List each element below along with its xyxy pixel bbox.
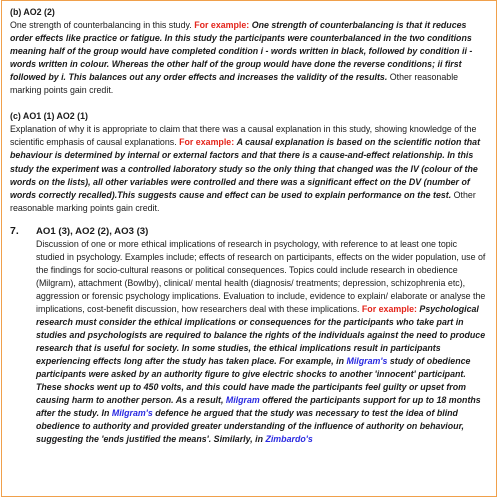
section-b-outro: Other reasonable marking points gain credit. xyxy=(10,72,459,96)
question-7-body xyxy=(36,225,488,447)
section-b-intro: One strength of counterbalancing in this study. xyxy=(10,20,195,31)
question-7 xyxy=(10,225,488,447)
question-7-heading: AO1 (3), AO2 (2), AO3 (3) xyxy=(36,225,149,237)
section-c-heading: (c) AO1 (1) AO2 (1) xyxy=(10,111,88,122)
section-b xyxy=(10,6,488,97)
mark-scheme-page xyxy=(1,0,497,497)
milgram-link-1[interactable]: Milgram's xyxy=(346,356,388,367)
section-c-outro: Other reasonable marking points gain credit. xyxy=(10,189,476,213)
question-7-number: 7. xyxy=(10,224,19,237)
section-c-text xyxy=(10,123,488,214)
page-content xyxy=(2,1,496,447)
section-c-intro: Explanation of why it is appropriate to claim that there was a causal explanation in this study, showing knowledge of the scientific emphasis of causal explanations. xyxy=(10,124,477,148)
section-b-text xyxy=(10,19,488,97)
section-b-heading: (b) AO2 (2) xyxy=(10,7,55,17)
question-7-answer-2: study of obedience participants were asked by an authority figure to give electric shocks to another 'innocent' participant. These shocks went up to 450 volts, and this could have made the participants feel guilty or upset from causing harm to another person. As a result, xyxy=(36,356,471,406)
question-7-answer-3: offered the participants support for up to 18 months after the study. In xyxy=(36,395,481,419)
question-7-answer-1: Psychological research must consider the ethical implications or consequences for the participants who take part in studies and psychologists are required to balance the rights of the individuals against the need to produce research that is useful for society. In some studies, the ethical implications result in participants experiencing effects long after the study has taken place. For example, in xyxy=(36,303,486,367)
section-b-example-label: For example: xyxy=(194,20,252,31)
milgram-link-3[interactable]: Milgram's xyxy=(111,408,153,419)
section-c-answer: A causal explanation is based on the scientific notion that behaviour is determined by internal or external factors and that there is a cause-and-effect relationship. In this study the experiment was a controlled laboratory study so the only thing that changed was the IV (colour of the words on the lists), all other variables were controlled and there was a significant effect on the DV (number of words correctly recalled).This suggests cause and effect can be used to explain performance on the test. xyxy=(10,137,481,200)
milgram-link-2[interactable]: Milgram xyxy=(225,395,260,406)
section-c xyxy=(10,110,488,214)
section-b-answer: One strength of counterbalancing is that it reduces order effects like practice or fatigue. In this study the participants were counterbalanced in the two conditions meaning half of the group would have completed condition i - words written in black, followed by condition ii - words written in colour. Whereas the other half of the group would have done the reverse conditions; ii first followed by i. This balances out any order effects and increases the validity of the results. xyxy=(10,20,473,83)
section-c-example-label: For example: xyxy=(179,137,237,148)
question-7-intro: Discussion of one or more ethical implications of research in psychology, with reference to at least one topic studied in psychology. Examples include; effects of research on participants, effects on the wider population, use of the findings for socio-cultural reasons or political consequences. Topics could include research in obedience (Milgram), attachment (Bowlby), clinical/ mental health (diagnosis/ treatments; depression, schizophrenia etc), aggression or forensic psychology implications. Evaluation to include, evidence to explain/ elaborate or analyse the implications, cost-benefit discussion, how researchers deal with these implications. xyxy=(36,238,486,314)
spacer xyxy=(10,97,488,110)
question-7-text xyxy=(36,238,488,447)
zimbardo-link[interactable]: Zimbardo's xyxy=(265,434,313,445)
question-7-example-label: For example: xyxy=(361,303,420,314)
question-7-answer-4: defence he argued that the study was necessary to test the idea of blind obedience to authority and provided greater understanding of the influence of authority on behaviour, suggesting the 'ends justified the means'. Similarly, in xyxy=(36,408,464,445)
